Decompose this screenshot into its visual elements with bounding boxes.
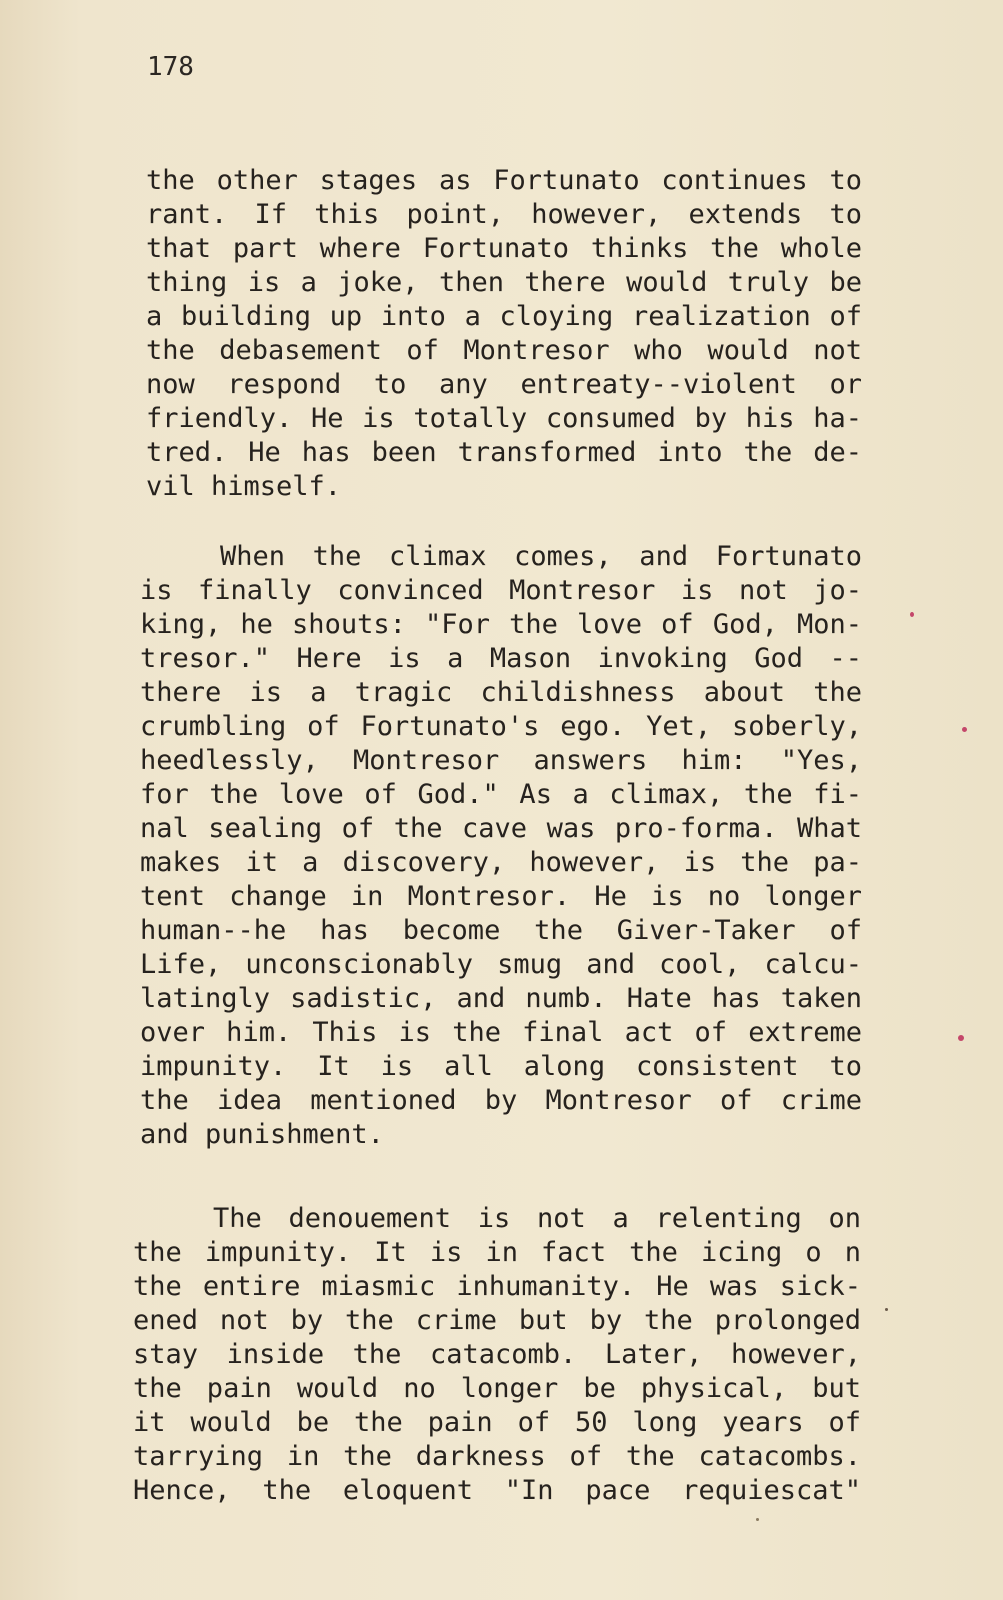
text-line: stay inside the catacomb. Later, however, [133, 1339, 861, 1370]
text-line: the other stages as Fortunato continues to [146, 165, 862, 196]
text-line: thing is a joke, then there would truly be [146, 267, 862, 298]
ink-speck [910, 612, 914, 617]
text-line: the entire miasmic inhumanity. He was sick- [133, 1271, 861, 1302]
text-line: Life, unconscionably smug and cool, calcu- [140, 949, 862, 980]
ink-speck [756, 1518, 759, 1521]
ink-speck [958, 1035, 964, 1041]
ink-speck [962, 727, 967, 732]
text-line: there is a tragic childishness about the [140, 677, 862, 708]
paragraph-2 [140, 540, 862, 1152]
page-number: 178 [147, 52, 194, 82]
text-line: latingly sadistic, and numb. Hate has taken [140, 983, 862, 1014]
text-line: the impunity. It is in fact the icing o n [133, 1237, 861, 1268]
text-line: now respond to any entreaty--violent or [146, 369, 862, 400]
text-line: rant. If this point, however, extends to [146, 199, 862, 230]
paragraph-1 [146, 164, 862, 504]
text-line: tred. He has been transformed into the de- [146, 437, 862, 468]
text-line: nal sealing of the cave was pro-forma. What [140, 813, 862, 844]
text-line: When the climax comes, and Fortunato [220, 541, 862, 572]
text-line: ened not by the crime but by the prolonged [133, 1305, 861, 1336]
text-line: is finally convinced Montresor is not jo- [140, 575, 862, 606]
text-line: tent change in Montresor. He is no longer [140, 881, 862, 912]
text-line: it would be the pain of 50 long years of [133, 1407, 861, 1438]
text-line: over him. This is the final act of extreme [140, 1017, 862, 1048]
text-line: tarrying in the darkness of the catacombs. [133, 1441, 861, 1472]
text-line: that part where Fortunato thinks the whole [146, 233, 862, 264]
text-line: for the love of God." As a climax, the fi- [140, 779, 862, 810]
text-line: heedlessly, Montresor answers him: "Yes, [140, 745, 862, 776]
text-line: crumbling of Fortunato's ego. Yet, soberly, [140, 711, 862, 742]
text-line: Hence, the eloquent "In pace requiescat" [133, 1475, 861, 1506]
text-line: vil himself. [146, 471, 342, 502]
text-line: The denouement is not a relenting on [213, 1203, 861, 1234]
text-line: tresor." Here is a Mason invoking God -- [140, 643, 862, 674]
text-line: a building up into a cloying realization of [146, 301, 862, 332]
text-line: and punishment. [140, 1119, 384, 1150]
text-line: the idea mentioned by Montresor of crime [140, 1085, 862, 1116]
text-line: king, he shouts: "For the love of God, Mon- [140, 609, 862, 640]
text-line: makes it a discovery, however, is the pa- [140, 847, 862, 878]
paragraph-3 [133, 1202, 861, 1508]
text-line: human--he has become the Giver-Taker of [140, 915, 862, 946]
text-line: the pain would no longer be physical, but [133, 1373, 861, 1404]
ink-speck [885, 1308, 888, 1311]
text-line: friendly. He is totally consumed by his ha- [146, 403, 862, 434]
text-line: the debasement of Montresor who would not [146, 335, 862, 366]
text-line: impunity. It is all along consistent to [140, 1051, 862, 1082]
